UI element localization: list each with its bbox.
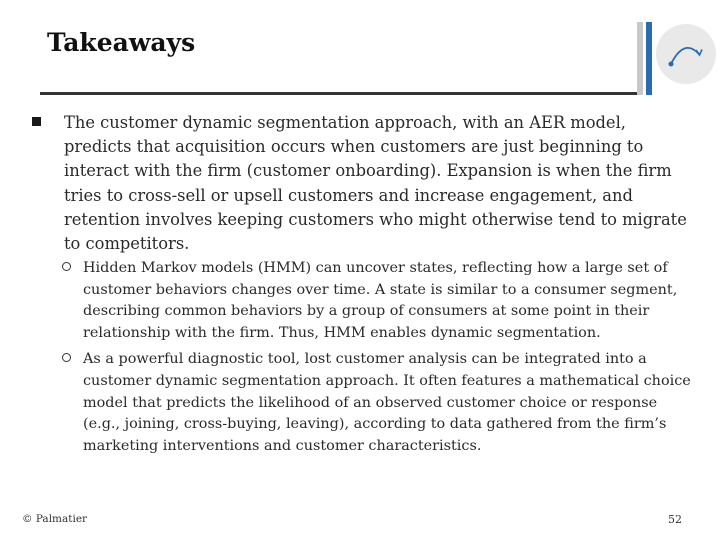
sub-bullet-item bbox=[62, 258, 694, 344]
curve-arrow-logo-icon bbox=[656, 24, 716, 84]
main-bullet-item bbox=[32, 111, 692, 256]
page-number: 52 bbox=[668, 513, 682, 526]
sub-bullet-text: As a powerful diagnostic tool, lost customer analysis can be integrated into a customer dynamic segmentation approach. It often features a mathematical choice model that predicts the likelihood of an observed customer choice or response (e.g., joining, cross-buying, leaving), according to data gathered from the firm’s marketing interventions and customer characteristics. bbox=[83, 351, 691, 454]
square-bullet-icon bbox=[32, 117, 41, 126]
sub-bullet-list bbox=[62, 258, 694, 462]
slide-title: Takeaways bbox=[47, 28, 196, 57]
title-divider bbox=[40, 92, 638, 95]
circle-bullet-icon bbox=[62, 262, 71, 271]
circle-bullet-icon bbox=[62, 353, 71, 362]
sub-bullet-item bbox=[62, 349, 694, 457]
decor-bar-gray bbox=[637, 22, 643, 95]
decor-bar-blue bbox=[646, 22, 652, 95]
sub-bullet-text: Hidden Markov models (HMM) can uncover states, reflecting how a large set of customer behaviors changes over time. A state is similar to a consumer segment, describing common behaviors by a group of consumers at some point in their relationship with the firm. Thus, HMM enables dynamic segmentation. bbox=[83, 260, 678, 341]
copyright-footer: © Palmatier bbox=[22, 513, 88, 525]
main-bullet-text: The customer dynamic segmentation approach, with an AER model, predicts that acquisition occurs when customers are just beginning to interact with the firm (customer onboarding). Expansion is when the firm tries to cross-sell or upsell customers and increase engagement, and retention involves keeping customers who might otherwise tend to migrate to competitors. bbox=[64, 113, 687, 254]
